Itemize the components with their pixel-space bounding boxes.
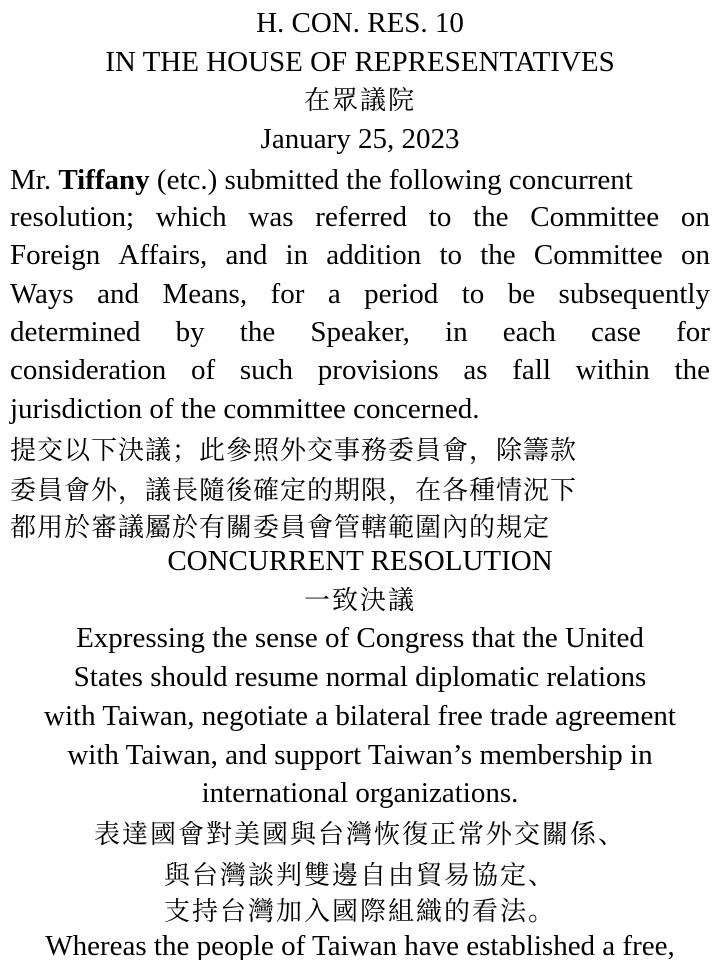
- word: period: [364, 278, 439, 310]
- purpose-zh-line-3: 支持台灣加入國際組織的看法。: [163, 897, 556, 927]
- purpose-line-3: with Taiwan, negotiate a bilateral free trade agreement: [44, 700, 676, 732]
- word: for: [676, 316, 710, 348]
- word: a: [327, 278, 341, 310]
- word: within: [575, 354, 650, 386]
- word: was: [248, 201, 294, 233]
- word: and: [97, 278, 140, 310]
- word: on: [680, 201, 710, 233]
- submission-line-3: [10, 236, 710, 274]
- word: the: [674, 354, 710, 386]
- purpose-line-5: international organizations.: [201, 777, 519, 809]
- word: addition: [326, 239, 422, 271]
- purpose-zh-line-2: 與台灣談判雙邊自由貿易協定、: [163, 861, 556, 891]
- word: each: [502, 316, 556, 348]
- purpose-line-4: with Taiwan, and support Taiwan’s membership in: [67, 739, 653, 771]
- purpose-line-1: Expressing the sense of Congress that the United: [76, 622, 644, 654]
- chamber-title-zh: 在眾議院: [303, 86, 416, 116]
- purpose-line-2: States should resume normal diplomatic relations: [73, 661, 647, 693]
- word: Committee: [533, 239, 663, 271]
- word: in: [445, 316, 468, 348]
- word: and: [225, 239, 268, 271]
- word: the: [239, 316, 276, 348]
- word: consideration: [10, 354, 167, 386]
- sponsor-name: Tiffany: [58, 164, 150, 196]
- word: for: [270, 278, 305, 310]
- word: on: [680, 239, 710, 271]
- word: Ways: [10, 278, 74, 310]
- word: such: [239, 354, 294, 386]
- word: subsequently: [558, 278, 710, 310]
- bill-number: H. CON. RES. 10: [256, 7, 464, 39]
- resolution-heading-zh: 一致決議: [303, 586, 416, 616]
- submission-zh-line-3: 都用於審議屬於有關委員會管轄範圍內的規定: [10, 513, 551, 543]
- submission-line-6: [10, 351, 710, 389]
- word: case: [591, 316, 641, 348]
- word: Means,: [162, 278, 248, 310]
- word: Speaker,: [310, 316, 410, 348]
- resolution-heading: CONCURRENT RESOLUTION: [167, 545, 553, 577]
- word: to: [428, 201, 452, 233]
- word: Affairs,: [118, 239, 208, 271]
- word: the: [473, 201, 509, 233]
- word: be: [507, 278, 536, 310]
- submission-date: January 25, 2023: [260, 123, 460, 155]
- word: to: [461, 278, 485, 310]
- word: by: [175, 316, 205, 348]
- submission-line-4: [10, 275, 710, 313]
- whereas-line-1: Whereas the people of Taiwan have established a free,: [45, 930, 675, 960]
- word: Committee: [530, 201, 660, 233]
- word: to: [439, 239, 463, 271]
- word: as: [463, 354, 488, 386]
- submission-line-7: jurisdiction of the committee concerned.: [10, 393, 480, 425]
- submission-line-1: [10, 161, 710, 199]
- word: provisions: [317, 354, 439, 386]
- word: of: [190, 354, 216, 386]
- submission-line-2: [10, 198, 710, 236]
- word: which: [155, 201, 227, 233]
- word: determined: [10, 316, 141, 348]
- word: the: [480, 239, 516, 271]
- chamber-title: IN THE HOUSE OF REPRESENTATIVES: [105, 46, 615, 78]
- submission-zh-line-2: 委員會外，議長隨後確定的期限，在各種情況下: [10, 476, 578, 506]
- sponsor-prefix: Mr.: [10, 164, 52, 196]
- word: resolution;: [10, 201, 135, 233]
- submission-line-5: [10, 313, 710, 351]
- word: referred: [315, 201, 408, 233]
- word: in: [285, 239, 309, 271]
- word: Foreign: [10, 239, 101, 271]
- purpose-zh-line-1: 表達國會對美國與台灣恢復正常外交關係、: [93, 820, 626, 850]
- word: fall: [512, 354, 551, 386]
- submission-line-1-rest: (etc.) submitted the following concurrent: [156, 164, 633, 196]
- submission-zh-line-1: 提交以下決議；此參照外交事務委員會，除籌款: [10, 436, 578, 466]
